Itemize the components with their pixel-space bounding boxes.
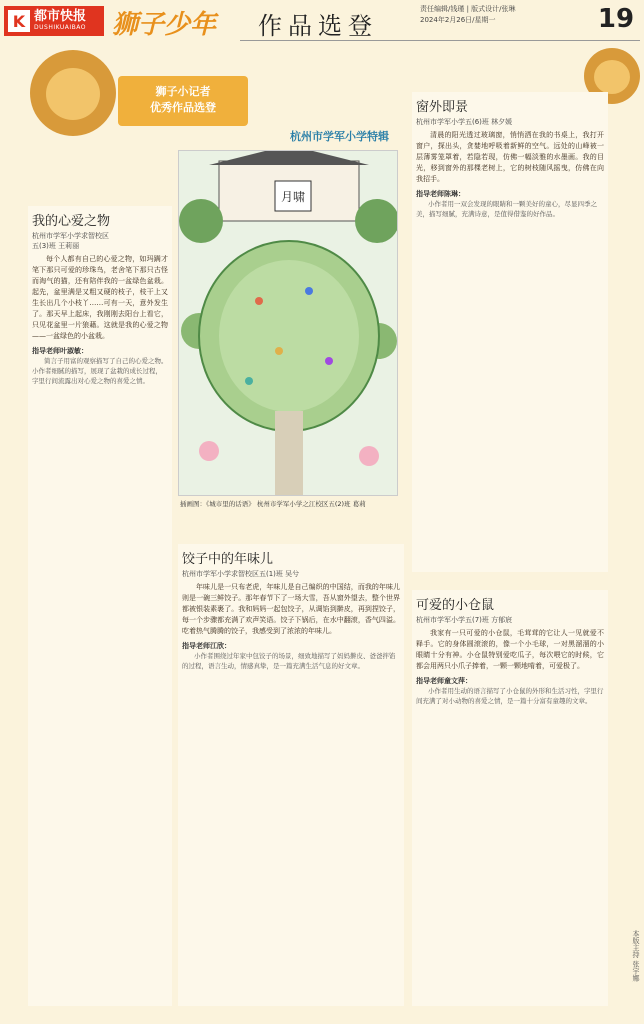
teacher-comment-title: 指导老师叶淑敏： (32, 347, 88, 355)
feature-banner (118, 76, 248, 126)
lion-mascot-icon (30, 50, 116, 136)
editor-credit: 责任编辑/钱瑾 (420, 5, 465, 13)
design-credit: 版式设计/张琳 (471, 5, 516, 13)
school-tag: 杭州市学军小学特辑 (290, 130, 389, 143)
side-note: 本版主持 张宇娜 (632, 930, 640, 982)
byline-author: 五(3)班 王莉丽 (32, 242, 80, 250)
article-title: 可爱的小仓鼠 (416, 598, 495, 613)
article-byline: 杭州市学军小学五(7)班 方郁宸 (416, 616, 513, 624)
article-title: 窗外即景 (416, 100, 469, 115)
article-body: 年味儿是一只布老虎，年味儿是自己编织的中国结，而我的年味儿则是一碗三鲜饺子。那年春节下了一场大雪，吾从窗外望去，整个世界都被银装素裹了。我和妈妈一起包饺子，从调馅到擀皮，再到捏饺子，每一个步骤都充满了欢声笑语。饺子下锅后，在水中翻滚，香气四溢。吃着热气腾腾的饺子，我感受到了浓浓的年味儿。 (182, 583, 400, 635)
byline-school: 杭州市学军小学求智校区 (32, 232, 109, 240)
article-byline (32, 231, 168, 251)
illustration-caption: 插画图：《城市里的话语》 杭州市学军小学之江校区五(2)班 葛莉 (180, 500, 366, 508)
article-byline: 杭州市学军小学五(6)班 林夕媛 (416, 118, 513, 126)
article-byline: 杭州市学军小学求智校区五(1)班 吴兮 (182, 570, 300, 578)
article-title: 我的心爱之物 (32, 214, 111, 229)
banner-line1: 狮子小记者 (155, 85, 211, 98)
teacher-comment: 小作者用一双会发现的眼睛和一颗美好的童心，尽显四季之美，描写细腻，充满诗意，是值得借鉴的好作品。 (416, 200, 597, 218)
article-window-view (412, 92, 608, 572)
page-header (0, 0, 644, 42)
article-title: 饺子中的年味儿 (182, 552, 274, 567)
brush-title: 狮子少年 (112, 10, 217, 40)
page-meta: 责任编辑/钱瑾 | 版式设计/张琳 2024年2月26日/星期一 (420, 5, 516, 24)
issue-date: 2024年2月26日/星期一 (420, 16, 496, 24)
article-hamster (412, 590, 608, 1006)
section-title: 作品选登 (258, 12, 378, 40)
banner-line2: 优秀作品选登 (150, 101, 216, 114)
teacher-comment-title: 指导老师童文萍： (416, 677, 472, 685)
teacher-comment-title: 指导老师江欣： (182, 642, 231, 650)
logo-english: DUSHIKUAIBAO (34, 24, 86, 31)
logo-k-icon: K (8, 10, 30, 32)
article-my-treasure (28, 206, 172, 1006)
teacher-comment-title: 指导老师陈琳： (416, 190, 465, 198)
teacher-comment: 小作者围绕过年家中包饺子的场景，细致地描写了妈妈擀皮、爸爸拌馅的过程，语言生动，情感真挚，是一篇充满生活气息的好文章。 (182, 652, 396, 670)
article-body: 清晨的阳光透过玻璃窗，悄悄洒在我的书桌上，我打开窗户，探出头，贪婪地呼吸着新鲜的空气。远处的山峰被一层薄雾笼罩着，若隐若现，仿佛一幅淡雅的水墨画。我的目光，移到窗外的那棵老树上，它的树枝随风摇曳，仿佛在向我招手。 (416, 131, 604, 183)
gate-sign: 月啸 (280, 190, 306, 204)
student-illustration (178, 150, 398, 496)
newspaper-logo (4, 6, 104, 36)
page-number: 19 (597, 4, 635, 34)
article-body: 我家有一只可爱的小仓鼠，毛茸茸的它让人一见就爱不释手。它的身体圆滚滚的，像一个小毛球，一对黑溜溜的小眼睛十分有神。小仓鼠特别爱吃瓜子，每次喂它的时候，它都会用两只小爪子捧着，一颗一颗地啃着，可爱极了。 (416, 629, 604, 670)
teacher-comment: 简言子用富的观察描写了自己的心爱之物。小作者细腻的描写，展现了盆栽的成长过程，字里行间流露出对心爱之物的喜爱之情。 (32, 357, 168, 385)
header-rule (240, 40, 640, 41)
article-dumpling (178, 544, 404, 1006)
teacher-comment: 小作者用生动的语言描写了小仓鼠的外形和生活习性，字里行间充满了对小动物的喜爱之情，是一篇十分富有童趣的文章。 (416, 687, 604, 705)
article-body: 每个人都有自己的心爱之物，如玛蹒才笔下那只可爱的珍珠鸟，老舍笔下那只古怪而淘气的猫，还有陪伴我的一盆绿色盆栽。起先，盆里满是又粗又硬的枝子，枝干上又生长出几个小枝丫……可有一天，意外发生了。那天早上起床，我刚刚去阳台上看它，只见花盆里一片狼藉。这就是我的心爱之物——一盆绿色的小盆栽。 (32, 255, 168, 340)
logo-chinese: 都市快报 (34, 9, 87, 24)
